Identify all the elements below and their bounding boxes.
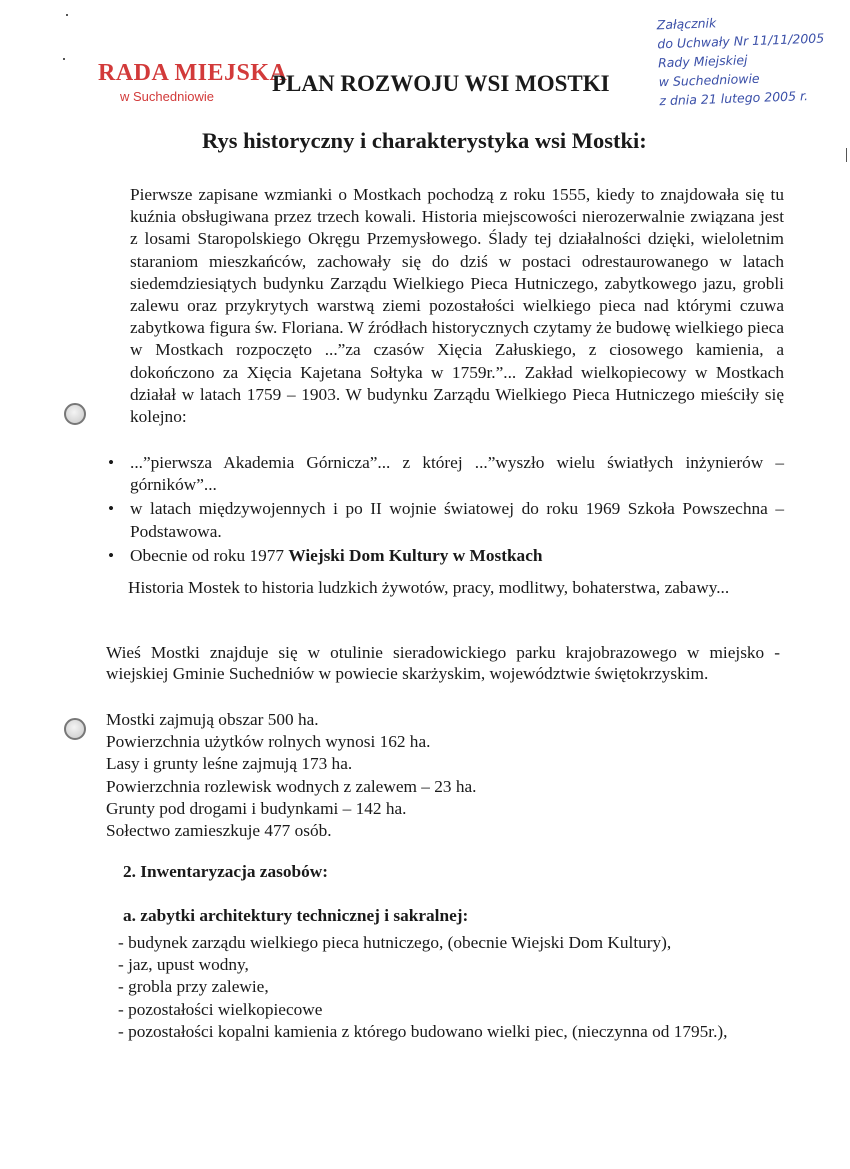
monument-item: - grobla przy zalewie, [118, 977, 269, 997]
list-item-bold-text: Wiejski Dom Kultury w Mostkach [288, 545, 543, 565]
stat-item: Lasy i grunty leśne zajmują 173 ha. [106, 754, 353, 774]
stamp-town: w Suchedniowie [120, 89, 214, 104]
monument-item: - pozostałości kopalni kamienia z którego budowano wielki piec, (nieczynna od 1795r.), [118, 1021, 728, 1041]
scan-edge-mark [846, 148, 847, 162]
handwritten-annotation [656, 9, 849, 111]
list-item-text: Obecnie od roku 1977 [130, 545, 289, 565]
monuments-subheading: a. zabytki architektury technicznej i sakralnej: [123, 906, 469, 925]
list-item-text: w latach międzywojennych i po II wojnie światowej do roku 1969 Szkoła Powszechna – Podstawowa. [130, 499, 784, 541]
punch-hole-icon [64, 718, 86, 740]
punch-hole-icon [64, 403, 86, 425]
building-usage-list [108, 452, 784, 567]
location-paragraph: Wieś Mostki znajduje się w otulinie sieradowickiego parku krajobrazowego w miejsko - wiejskiej Gminie Suchedniów w powiecie skarżyskim, województwie świętokrzyskim. [106, 643, 780, 683]
monument-item: - jaz, upust wodny, [118, 955, 249, 975]
list-item [108, 498, 784, 542]
bullet-marker: • [108, 499, 115, 519]
stat-item: Powierzchnia rozlewisk wodnych z zalewem – 23 ha. [106, 776, 477, 796]
village-statistics-list [106, 709, 476, 842]
scan-speck [66, 14, 68, 16]
history-summary-paragraph: Historia Mostek to historia ludzkich żywotów, pracy, modlitwy, bohaterstwa, zabawy... [128, 578, 730, 597]
handnote-line: Załącznik [656, 15, 717, 33]
handnote-line: z dnia 21 lutego 2005 r. [659, 88, 809, 109]
bullet-marker: • [108, 545, 115, 565]
stat-item: Mostki zajmują obszar 500 ha. [106, 710, 319, 729]
scan-speck [63, 58, 65, 60]
handnote-line: Rady Miejskiej [657, 52, 748, 71]
handnote-line: do Uchwały Nr 11/11/2005 [657, 30, 825, 52]
monuments-list [118, 932, 776, 1043]
stat-item: Grunty pod drogami i budynkami – 142 ha. [106, 798, 407, 818]
bullet-marker: • [108, 453, 115, 472]
handnote-line: w Suchedniowie [658, 70, 760, 90]
stamp-council-name: RADA MIEJSKA [98, 60, 288, 86]
inventory-heading: 2. Inwentaryzacja zasobów: [123, 862, 328, 881]
document-title: PLAN ROZWOJU WSI MOSTKI [272, 71, 610, 96]
section-heading: Rys historyczny i charakterystyka wsi Mostki: [202, 128, 647, 153]
monument-item: - pozostałości wielkopiecowe [118, 999, 323, 1019]
list-item [108, 452, 784, 496]
council-stamp [98, 60, 287, 104]
monument-item: - budynek zarządu wielkiego pieca hutniczego, (obecnie Wiejski Dom Kultury), [118, 933, 672, 952]
stat-item: Sołectwo zamieszkuje 477 osób. [106, 821, 332, 841]
list-item [108, 545, 784, 567]
history-paragraph: Pierwsze zapisane wzmianki o Mostkach pochodzą z roku 1555, kiedy to znajdowała się tu kuźnia obsługiwana przez trzech kowali. Historia miejscowości nierozerwalnie związana jest z losami Staropolskiego Okręgu Przemysłowego. Ślady tej działalności dzięki, wieloletnim staraniom mieszkańców, zachowały się do dziś w postaci odrestaurowanego w latach siedemdziesiątych budynku Zarządu Wielkiego Pieca Hutniczego, zabytkowego jazu, grobli zalewu oraz przykrytych warstwą ziemi pozostałości wielkiego pieca nad którymi czuwa zabytkowa figura św. Floriana. W źródłach historycznych czytamy że budowę wielkiego pieca w Mostkach rozpoczęto ...”za czasów Xięcia Załuskiego, z ciosowego kamienia, a dokończono za Xięcia Kajetana Sołtyka w 1759r.”... Zakład wielkopiecowy w Mostkach działał w latach 1759 – 1903. W budynku Zarządu Wielkiego Pieca Hutniczego mieściły się kolejno: [130, 185, 784, 427]
stat-item: Powierzchnia użytków rolnych wynosi 162 ha. [106, 732, 431, 752]
list-item-text: ...”pierwsza Akademia Górnicza”... z której ...”wyszło wielu światłych inżynierów – górników”... [130, 453, 784, 495]
